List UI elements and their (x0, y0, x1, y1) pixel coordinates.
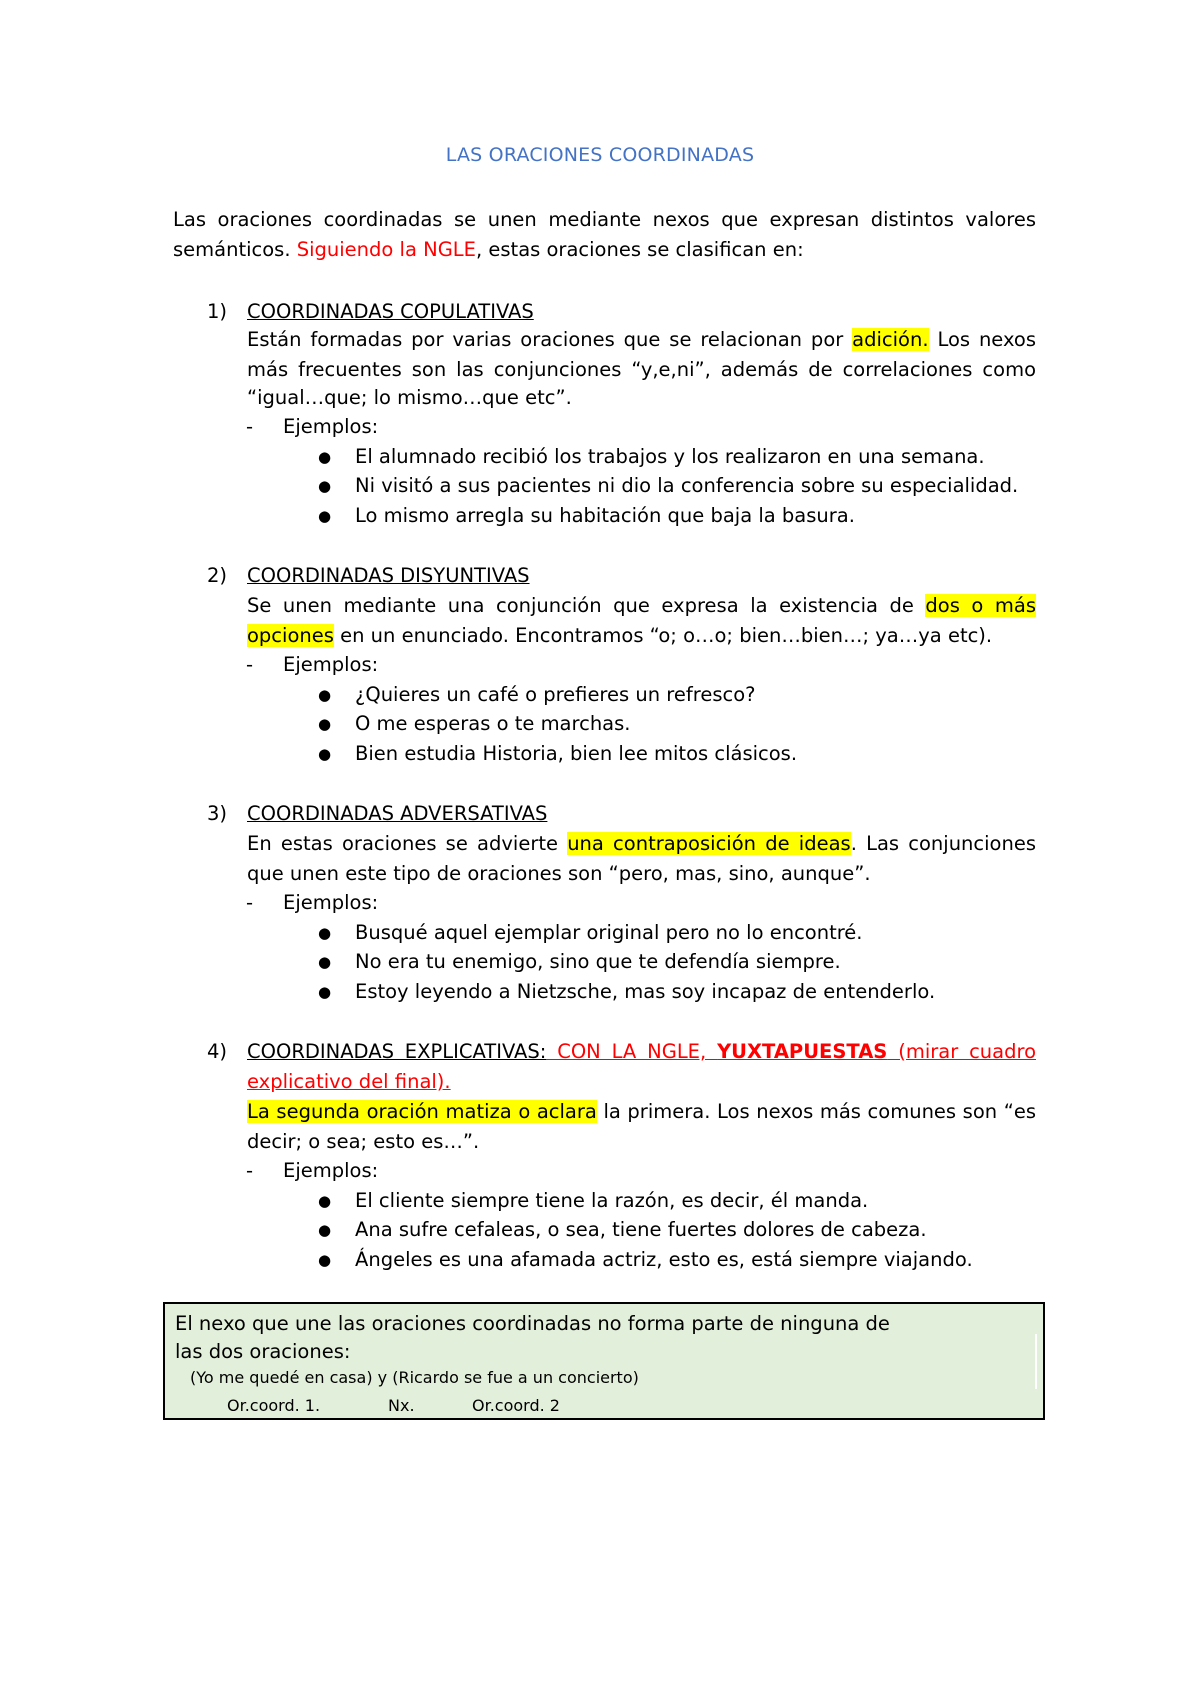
section-1-heading: COORDINADAS COPULATIVAS (247, 300, 534, 323)
section-2-desc-line-2 (247, 621, 992, 651)
bullet-icon: ● (318, 924, 332, 942)
example-item: El cliente siempre tiene la razón, es decir, él manda. (355, 1189, 869, 1212)
section-4-heading-line-1 (247, 1037, 1036, 1067)
examples-label: Ejemplos: (283, 415, 379, 438)
section-2-heading: COORDINADAS DISYUNTIVAS (247, 564, 530, 587)
desc-text: en un enunciado. Encontramos “o; o…o; bien…bien…; ya…ya etc). (333, 624, 993, 647)
yuxtapuestas-term: YUXTAPUESTAS (717, 1040, 888, 1063)
intro-text-end: , estas oraciones se clasifican en: (476, 238, 804, 261)
desc-text: la primera. Los nexos más comunes son “es (596, 1100, 1036, 1123)
example-item: Lo mismo arregla su habitación que baja la basura. (355, 504, 855, 527)
section-4-number: 4) (207, 1040, 228, 1063)
example-item: Estoy leyendo a Nietzsche, mas soy incapaz de entenderlo. (355, 980, 936, 1003)
section-4-desc-line-1 (247, 1097, 1036, 1127)
example-item: Bien estudia Historia, bien lee mitos clásicos. (355, 742, 798, 765)
note-label-nexus: Nx. (388, 1396, 415, 1415)
bullet-icon: ● (318, 477, 332, 495)
highlighted-term: opciones (247, 624, 334, 647)
intro-line-2 (173, 235, 804, 265)
highlighted-term: La segunda oración matiza o aclara (247, 1100, 597, 1123)
desc-text: En estas oraciones se advierte (247, 832, 568, 855)
dash-marker: - (246, 1159, 254, 1182)
ngle-note: (mirar cuadro (887, 1040, 1037, 1063)
example-item: O me esperas o te marchas. (355, 712, 631, 735)
examples-label: Ejemplos: (283, 653, 379, 676)
example-item: Ni visitó a sus pacientes ni dio la conferencia sobre su especialidad. (355, 474, 1019, 497)
section-3-desc-line-2: que unen este tipo de oraciones son “pero, mas, sino, aunque”. (247, 862, 871, 885)
dash-marker: - (246, 653, 254, 676)
bullet-icon: ● (318, 686, 332, 704)
note-example: (Yo me quedé en casa) y (Ricardo se fue a un concierto) (190, 1368, 639, 1387)
intro-line-1: Las oraciones coordinadas se unen mediante nexos que expresan distintos valores (173, 208, 1036, 231)
dash-marker: - (246, 415, 254, 438)
bullet-icon: ● (318, 1221, 332, 1239)
section-1-desc-line-2: más frecuentes son las conjunciones “y,e,ni”, además de correlaciones como (247, 358, 1036, 381)
desc-text: Están formadas por varias oraciones que se relacionan por (247, 328, 853, 351)
examples-label: Ejemplos: (283, 1159, 379, 1182)
page-title: LAS ORACIONES COORDINADAS (445, 144, 755, 166)
section-4-heading-line-2: explicativo del final). (247, 1070, 451, 1093)
bullet-icon: ● (318, 983, 332, 1001)
example-item: No era tu enemigo, sino que te defendía siempre. (355, 950, 841, 973)
desc-text: . Las conjunciones (850, 832, 1036, 855)
example-item: Ángeles es una afamada actriz, esto es, está siempre viajando. (355, 1248, 973, 1271)
bullet-icon: ● (318, 745, 332, 763)
section-4-heading: COORDINADAS EXPLICATIVAS: (247, 1040, 547, 1063)
example-item: ¿Quieres un café o prefieres un refresco? (355, 683, 756, 706)
ngle-reference: Siguiendo la NGLE (296, 238, 476, 261)
bullet-icon: ● (318, 1251, 332, 1269)
example-item: Ana sufre cefaleas, o sea, tiene fuertes dolores de cabeza. (355, 1218, 927, 1241)
section-2-number: 2) (207, 564, 228, 587)
section-2-desc-line-1 (247, 591, 1036, 621)
dash-marker: - (246, 891, 254, 914)
bullet-icon: ● (318, 448, 332, 466)
note-box (163, 1302, 1045, 1420)
box-edge-divider (1035, 1334, 1037, 1389)
example-item: El alumnado recibió los trabajos y los realizaron en una semana. (355, 445, 985, 468)
section-4-desc-line-2: decir; o sea; esto es…”. (247, 1130, 480, 1153)
note-label-clause-1: Or.coord. 1. (227, 1396, 321, 1415)
highlighted-term: una contraposición de ideas (567, 832, 851, 855)
note-label-clause-2: Or.coord. 2 (472, 1396, 560, 1415)
intro-text: semánticos. (173, 238, 297, 261)
note-line-1: El nexo que une las oraciones coordinadas no forma parte de ninguna de (175, 1312, 890, 1335)
highlighted-term: dos o más (925, 594, 1036, 617)
note-line-2: las dos oraciones: (175, 1340, 351, 1363)
section-3-heading: COORDINADAS ADVERSATIVAS (247, 802, 548, 825)
bullet-icon: ● (318, 953, 332, 971)
bullet-icon: ● (318, 507, 332, 525)
bullet-icon: ● (318, 1192, 332, 1210)
desc-text: Los nexos (928, 328, 1036, 351)
examples-label: Ejemplos: (283, 891, 379, 914)
section-1-desc-line-3: “igual…que; lo mismo…que etc”. (247, 386, 572, 409)
desc-text: Se unen mediante una conjunción que expresa la existencia de (247, 594, 926, 617)
section-1-number: 1) (207, 300, 228, 323)
example-item: Busqué aquel ejemplar original pero no lo encontré. (355, 921, 863, 944)
ngle-note: CON LA NGLE, (546, 1040, 718, 1063)
section-3-desc-line-1 (247, 829, 1036, 859)
section-1-desc-line-1 (247, 325, 1036, 355)
highlighted-term: adición. (852, 328, 929, 351)
section-3-number: 3) (207, 802, 228, 825)
bullet-icon: ● (318, 715, 332, 733)
